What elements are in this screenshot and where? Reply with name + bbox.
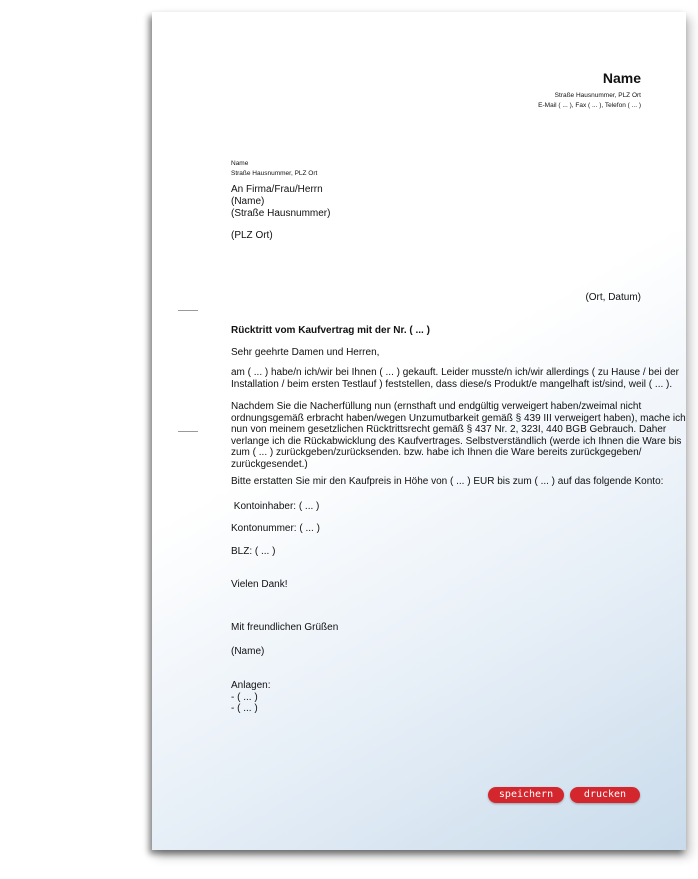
recipient-city: (PLZ Ort) — [231, 230, 273, 241]
salutation: Sehr geehrte Damen und Herren, — [231, 347, 380, 358]
print-button[interactable]: drucken — [570, 787, 640, 803]
closing: Mit freundlichen Grüßen — [231, 622, 339, 633]
paragraph-refund: Bitte erstatten Sie mir den Kaufpreis in Höhe von ( ... ) EUR bis zum ( ... ) auf das folgende Konto: — [231, 476, 664, 487]
place-date: (Ort, Datum) — [585, 292, 641, 303]
attachments-label: Anlagen: — [231, 680, 271, 691]
text-line: nun von meinem gesetzlichen Rücktrittsrecht gemäß § 437 Nr. 2, 323I, 440 BGB Gebrauch. Daher — [231, 424, 667, 435]
save-button[interactable]: speichern — [488, 787, 564, 803]
text-line: ordnungsgemäß erbracht haben/wegen Unzumutbarkeit gemäß § 439 III verweigert haben), mache ich — [231, 412, 686, 424]
text-line: am ( ... ) habe/n ich/wir bei Ihnen ( ... ) gekauft. Leider musste/n ich/wir allerdings ( zu Hause / bei der — [231, 367, 679, 378]
text-line: zurückgesendet.) — [231, 458, 308, 470]
signature-name: (Name) — [231, 646, 265, 657]
attachment-item: - ( ... ) — [231, 691, 258, 703]
return-address-name: Name — [231, 160, 249, 167]
recipient-line: An Firma/Frau/Herrn — [231, 184, 323, 195]
text-line: verlange ich die Rückabwicklung des Kaufvertrages. Selbstverständlich (werde ich Ihnen die Ware bis — [231, 435, 682, 447]
bank-code: BLZ: ( ... ) — [231, 546, 276, 557]
thanks: Vielen Dank! — [231, 579, 288, 590]
return-address-street: Straße Hausnummer, PLZ Ort — [231, 170, 318, 177]
recipient-line: (Name) — [231, 196, 265, 207]
fold-mark-punch — [178, 431, 198, 432]
text-line: Installation / beim ersten Testlauf ) feststellen, dass diese/s Produkt/e mangelhaft ist/sind, weil ( ... ). — [231, 378, 673, 390]
paragraph-purchase — [231, 367, 679, 390]
sender-address: Straße Hausnummer, PLZ Ort — [554, 92, 641, 99]
paragraph-withdrawal — [231, 401, 686, 470]
recipient-line: (Straße Hausnummer) — [231, 208, 331, 219]
text-line: zum ( ... ) zurückgeben/zurücksenden. bzw. habe ich Ihnen die Ware bereits zurückgegeben/ — [231, 447, 642, 458]
account-holder: Kontoinhaber: ( ... ) — [231, 501, 320, 512]
letter-page — [152, 12, 686, 850]
account-number: Kontonummer: ( ... ) — [231, 523, 320, 534]
recipient-block — [231, 184, 330, 220]
attachment-item: - ( ... ) — [231, 703, 258, 714]
sender-contact: E-Mail ( ... ), Fax ( ... ), Telefon ( ... ) — [538, 102, 641, 109]
fold-mark-top — [178, 310, 198, 311]
attachments — [231, 680, 270, 715]
text-line: Nachdem Sie die Nacherfüllung nun (ernsthaft und endgültig verweigert haben/zweimal nicht — [231, 401, 642, 412]
sender-name: Name — [602, 70, 641, 86]
letter-subject: Rücktritt vom Kaufvertrag mit der Nr. ( ... ) — [231, 325, 430, 336]
